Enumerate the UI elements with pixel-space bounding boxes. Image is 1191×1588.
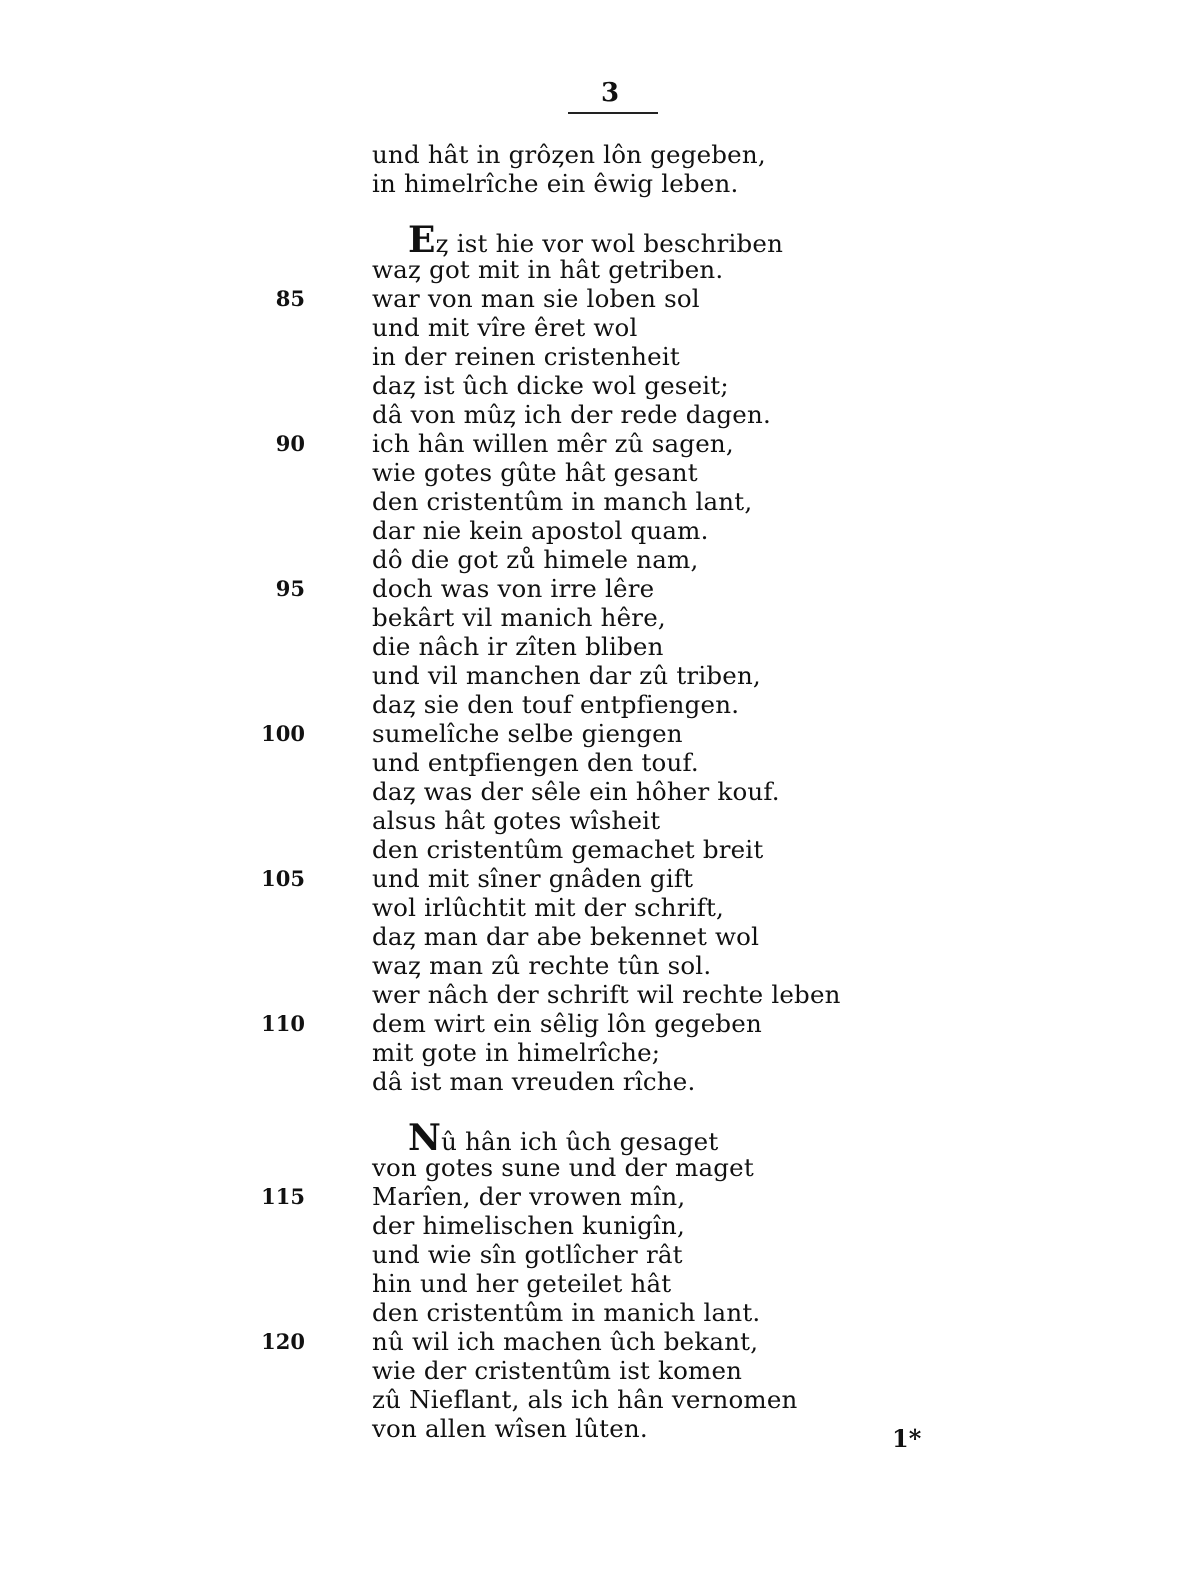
verse-line — [372, 1385, 798, 1414]
verse-line-text: ȥ ist hie vor wol beschriben — [435, 229, 784, 258]
verse-line — [372, 140, 766, 169]
verse-line — [372, 429, 734, 458]
line-number: 115 — [261, 1184, 305, 1209]
verse-line-text: hin und her geteilet hât — [372, 1269, 672, 1298]
verse-line — [372, 1009, 762, 1038]
verse-line-text: den cristentûm gemachet breit — [372, 835, 764, 864]
line-number: 120 — [261, 1329, 305, 1354]
verse-line-text: dem wirt ein sêlig lôn gegeben — [372, 1009, 762, 1038]
verse-line — [372, 777, 780, 806]
verse-line — [372, 545, 698, 574]
verse-line — [372, 806, 660, 835]
verse-line — [372, 255, 723, 284]
line-number: 95 — [275, 576, 305, 601]
verse-line-text: daȥ man dar abe bekennet wol — [372, 922, 760, 951]
verse-line — [372, 1067, 695, 1096]
verse-line — [372, 1038, 660, 1067]
verse-line — [372, 748, 699, 777]
line-number: 90 — [275, 431, 305, 456]
verse-line-text: war von man sie loben sol — [372, 284, 700, 313]
verse-line — [372, 951, 711, 980]
verse-line-text: sumelîche selbe giengen — [372, 719, 683, 748]
page-number-rule — [568, 112, 658, 114]
verse-line-text: und vil manchen dar zû triben, — [372, 661, 761, 690]
verse-line-text: alsus hât gotes wîsheit — [372, 806, 661, 835]
verse-line-text: û hân ich ûch gesaget — [441, 1127, 719, 1156]
verse-line-text: waȥ man zû rechte tûn sol. — [372, 951, 712, 980]
verse-line — [372, 1182, 685, 1211]
verse-line — [408, 1117, 719, 1159]
page-number: 3 — [600, 78, 620, 108]
verse-line-text: wer nâch der schrift wil rechte leben — [372, 980, 841, 1009]
verse-line — [372, 1327, 758, 1356]
verse-line — [372, 458, 698, 487]
verse-line-text: in himelrîche ein êwig leben. — [372, 169, 739, 198]
verse-line — [408, 219, 784, 261]
verse-line — [372, 169, 738, 198]
verse-line-text: daȥ sie den touf entpfiengen. — [372, 690, 740, 719]
verse-line-text: mit gote in himelrîche; — [372, 1038, 661, 1067]
verse-line — [372, 835, 763, 864]
verse-line — [372, 690, 739, 719]
verse-line — [372, 1240, 683, 1269]
line-number: 100 — [261, 721, 305, 746]
verse-line — [372, 400, 771, 429]
verse-line — [372, 1298, 760, 1327]
verse-line-text: daȥ was der sêle ein hôher kouf. — [372, 777, 780, 806]
verse-line-text: dô die got zů himele nam, — [372, 545, 699, 574]
line-number: 110 — [261, 1011, 305, 1036]
verse-line-text: und hât in grôȥen lôn gegeben, — [372, 140, 766, 169]
verse-line-text: ich hân willen mêr zû sagen, — [372, 429, 734, 458]
verse-line-text: von allen wîsen lûten. — [372, 1414, 648, 1443]
verse-line-text: wie gotes gûte hât gesant — [372, 458, 698, 487]
verse-line-text: der himelischen kunigîn, — [372, 1211, 685, 1240]
verse-line-text: wol irlûchtit mit der schrift, — [372, 893, 725, 922]
verse-line — [372, 1414, 648, 1443]
verse-line — [372, 1269, 671, 1298]
verse-line-text: und mit vîre êret wol — [372, 313, 638, 342]
verse-line-text: bekârt vil manich hêre, — [372, 603, 666, 632]
verse-line — [372, 922, 759, 951]
verse-line — [372, 342, 680, 371]
verse-line-text: zû Nieflant, als ich hân vernomen — [372, 1385, 798, 1414]
verse-line — [372, 864, 693, 893]
verse-line — [372, 980, 841, 1009]
drop-initial: N — [408, 1117, 442, 1159]
verse-line-text: und mit sîner gnâden gift — [372, 864, 694, 893]
verse-line-text: den cristentûm in manch lant, — [372, 487, 753, 516]
verse-line-text: waȥ got mit in hât getriben. — [372, 255, 724, 284]
verse-line-text: doch was von irre lêre — [372, 574, 655, 603]
verse-line-text: dâ von mûȥ ich der rede dagen. — [372, 400, 771, 429]
verse-line-text: dar nie kein apostol quam. — [372, 516, 709, 545]
verse-line — [372, 719, 683, 748]
verse-line-text: Marîen, der vrowen mîn, — [372, 1182, 686, 1211]
verse-line-text: und wie sîn gotlîcher rât — [372, 1240, 683, 1269]
signature-mark: 1* — [892, 1424, 922, 1453]
verse-line — [372, 284, 700, 313]
verse-line — [372, 603, 666, 632]
verse-line — [372, 487, 752, 516]
verse-line-text: den cristentûm in manich lant. — [372, 1298, 761, 1327]
verse-line-text: und entpfiengen den touf. — [372, 748, 699, 777]
verse-line — [372, 1153, 754, 1182]
verse-line-text: nû wil ich machen ûch bekant, — [372, 1327, 759, 1356]
line-number: 85 — [275, 286, 305, 311]
verse-line — [372, 1211, 685, 1240]
verse-line — [372, 632, 664, 661]
verse-line-text: daȥ ist ûch dicke wol geseit; — [372, 371, 729, 400]
verse-line-text: dâ ist man vreuden rîche. — [372, 1067, 696, 1096]
verse-line-text: wie der cristentûm ist komen — [372, 1356, 743, 1385]
verse-line — [372, 313, 638, 342]
verse-line — [372, 661, 761, 690]
verse-line — [372, 371, 729, 400]
verse-line-text: von gotes sune und der maget — [372, 1153, 754, 1182]
verse-line — [372, 516, 709, 545]
verse-line — [372, 574, 654, 603]
verse-line-text: die nâch ir zîten bliben — [372, 632, 664, 661]
drop-initial: E — [408, 219, 436, 261]
line-number: 105 — [261, 866, 305, 891]
verse-line — [372, 893, 724, 922]
verse-line-text: in der reinen cristenheit — [372, 342, 680, 371]
verse-line — [372, 1356, 742, 1385]
